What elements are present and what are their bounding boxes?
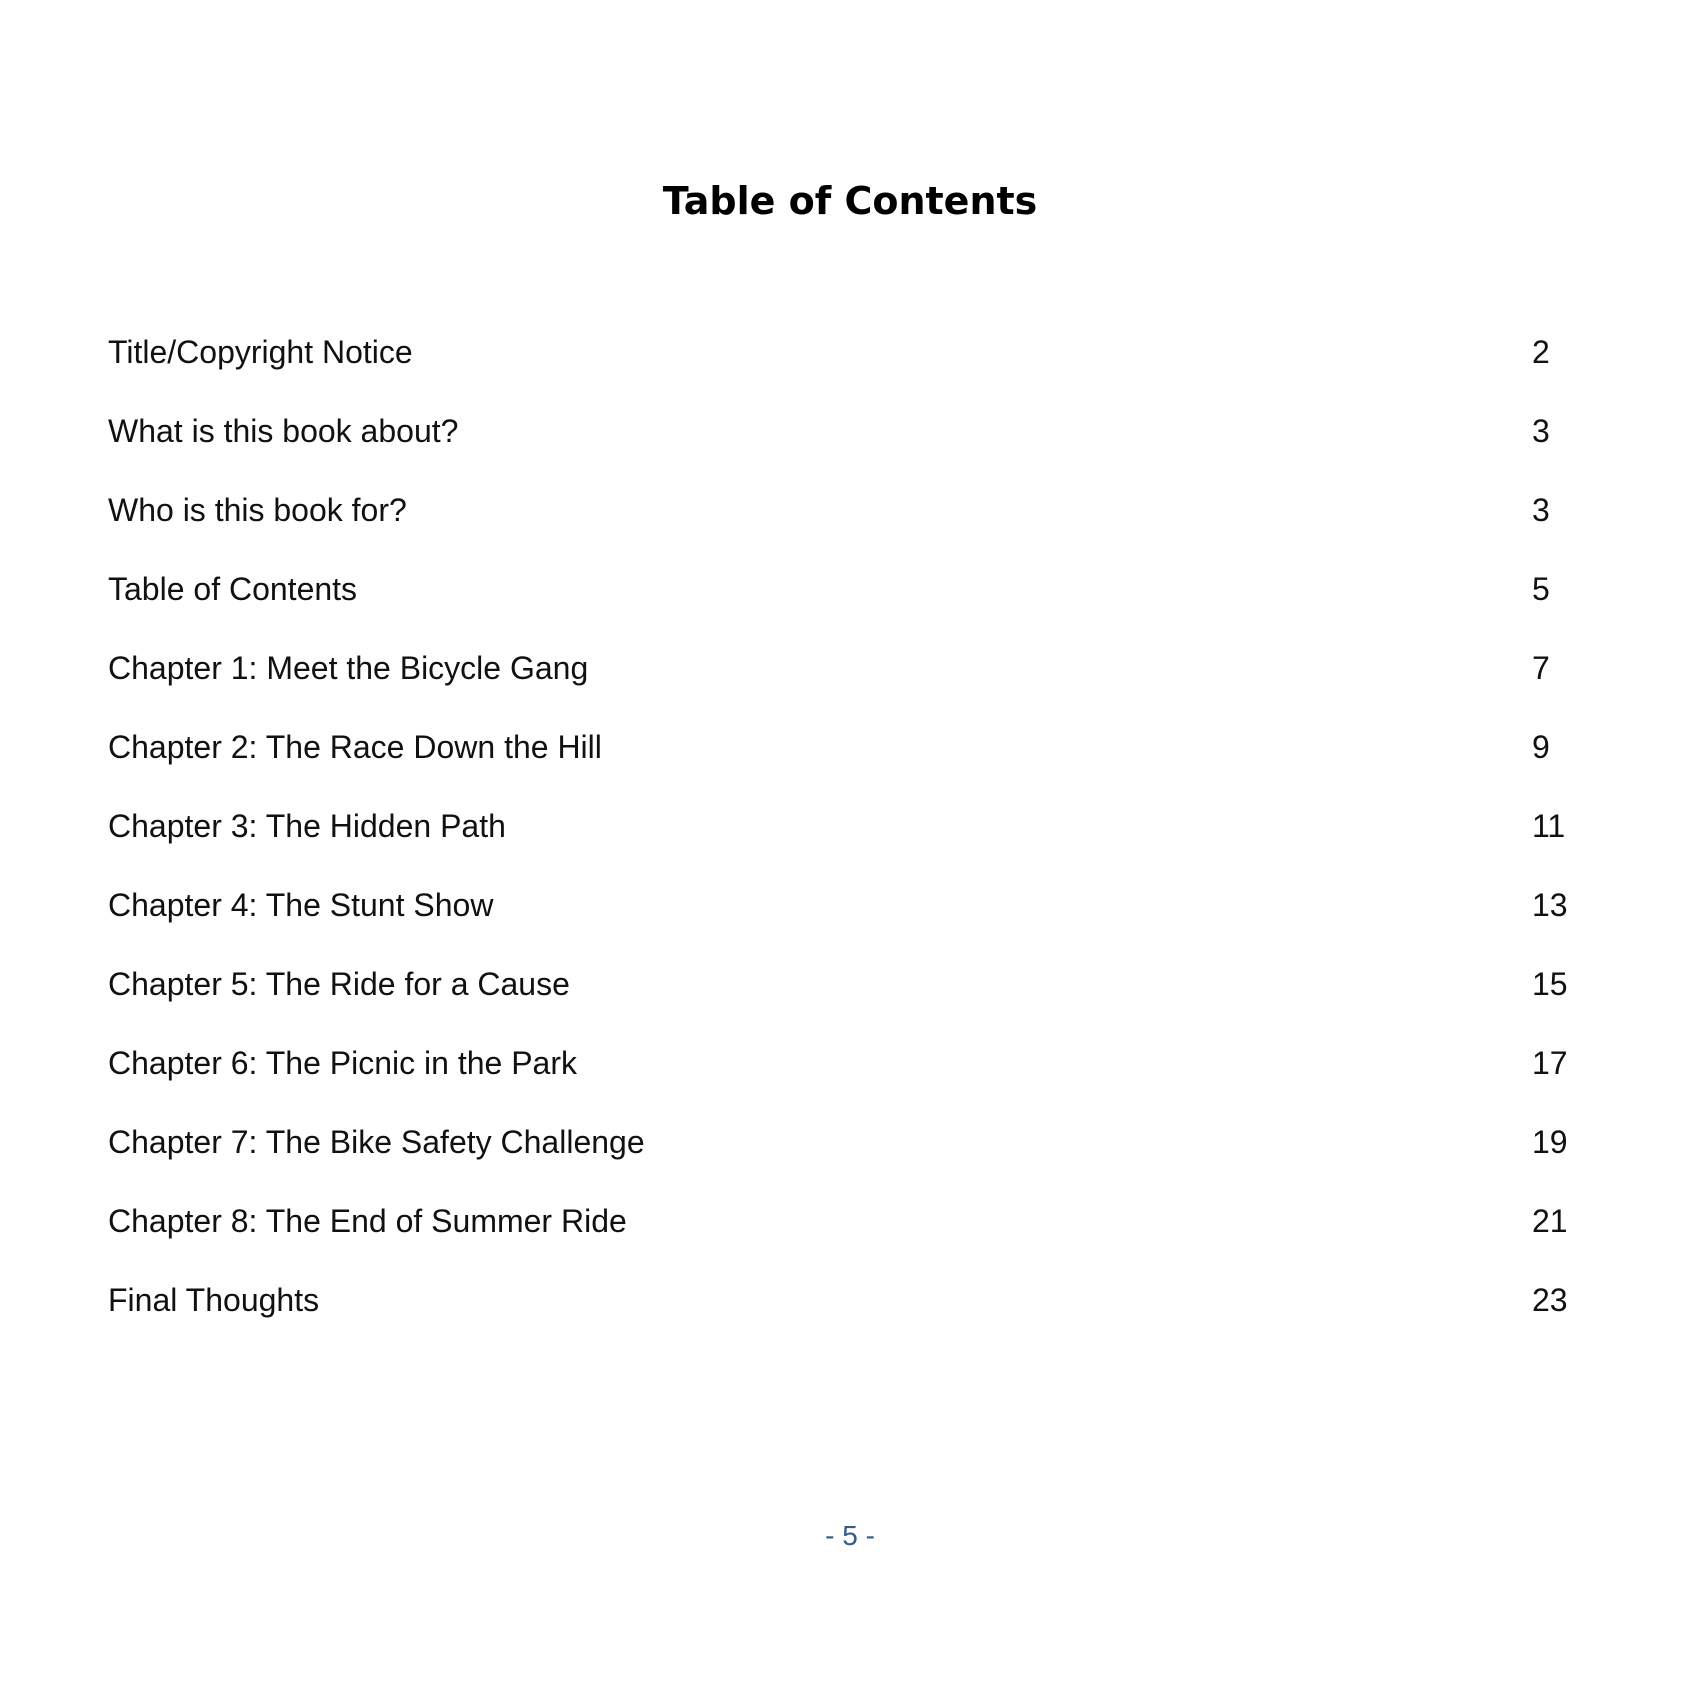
toc-entry-title: Final Thoughts	[108, 1282, 320, 1318]
toc-entry-title: Chapter 7: The Bike Safety Challenge	[108, 1124, 645, 1160]
toc-entry-title: Table of Contents	[108, 571, 358, 607]
footer-page-number: - 5 -	[825, 1520, 875, 1551]
toc-entry-who-is-this-book-for[interactable]	[108, 480, 1592, 559]
toc-entry-page: 9	[1532, 729, 1550, 765]
toc-entry-chapter-2[interactable]	[108, 717, 1592, 796]
toc-entry-chapter-7[interactable]	[108, 1112, 1592, 1191]
toc-entry-page: 11	[1532, 808, 1566, 844]
toc-entry-title: Chapter 6: The Picnic in the Park	[108, 1045, 577, 1081]
toc-entry-page: 13	[1532, 887, 1568, 923]
toc-entry-title-copyright[interactable]	[108, 322, 1592, 401]
toc-entry-page: 19	[1532, 1124, 1568, 1160]
toc-entry-page: 5	[1532, 571, 1550, 607]
toc-entry-chapter-3[interactable]	[108, 796, 1592, 875]
toc-entry-table-of-contents[interactable]	[108, 559, 1592, 638]
toc-entry-page: 23	[1532, 1282, 1568, 1318]
toc-entry-title: What is this book about?	[108, 413, 459, 449]
page-title: Table of Contents	[662, 179, 1038, 223]
toc-entry-title: Chapter 1: Meet the Bicycle Gang	[108, 650, 589, 686]
toc-entry-page: 3	[1532, 492, 1550, 528]
toc-entry-title: Chapter 8: The End of Summer Ride	[108, 1203, 627, 1239]
toc-entry-title: Chapter 4: The Stunt Show	[108, 887, 494, 923]
toc-entry-chapter-4[interactable]	[108, 875, 1592, 954]
toc-entry-title: Chapter 2: The Race Down the Hill	[108, 729, 602, 765]
toc-entry-title: Chapter 5: The Ride for a Cause	[108, 966, 570, 1002]
toc-entry-page: 2	[1532, 334, 1550, 370]
toc-entry-title: Chapter 3: The Hidden Path	[108, 808, 506, 844]
toc-entry-page: 21	[1532, 1203, 1568, 1239]
toc-entry-chapter-1[interactable]	[108, 638, 1592, 717]
toc-entry-chapter-8[interactable]	[108, 1191, 1592, 1270]
toc-entry-title: Who is this book for?	[108, 492, 407, 528]
toc-list	[108, 322, 1592, 1349]
toc-entry-page: 7	[1532, 650, 1550, 686]
toc-entry-what-is-this-book-about[interactable]	[108, 401, 1592, 480]
toc-entry-chapter-5[interactable]	[108, 954, 1592, 1033]
toc-entry-page: 15	[1532, 966, 1568, 1002]
toc-entry-page: 3	[1532, 413, 1550, 449]
toc-entry-final-thoughts[interactable]	[108, 1270, 1592, 1349]
toc-entry-title: Title/Copyright Notice	[108, 334, 413, 370]
toc-entry-page: 17	[1532, 1045, 1568, 1081]
toc-entry-chapter-6[interactable]	[108, 1033, 1592, 1112]
